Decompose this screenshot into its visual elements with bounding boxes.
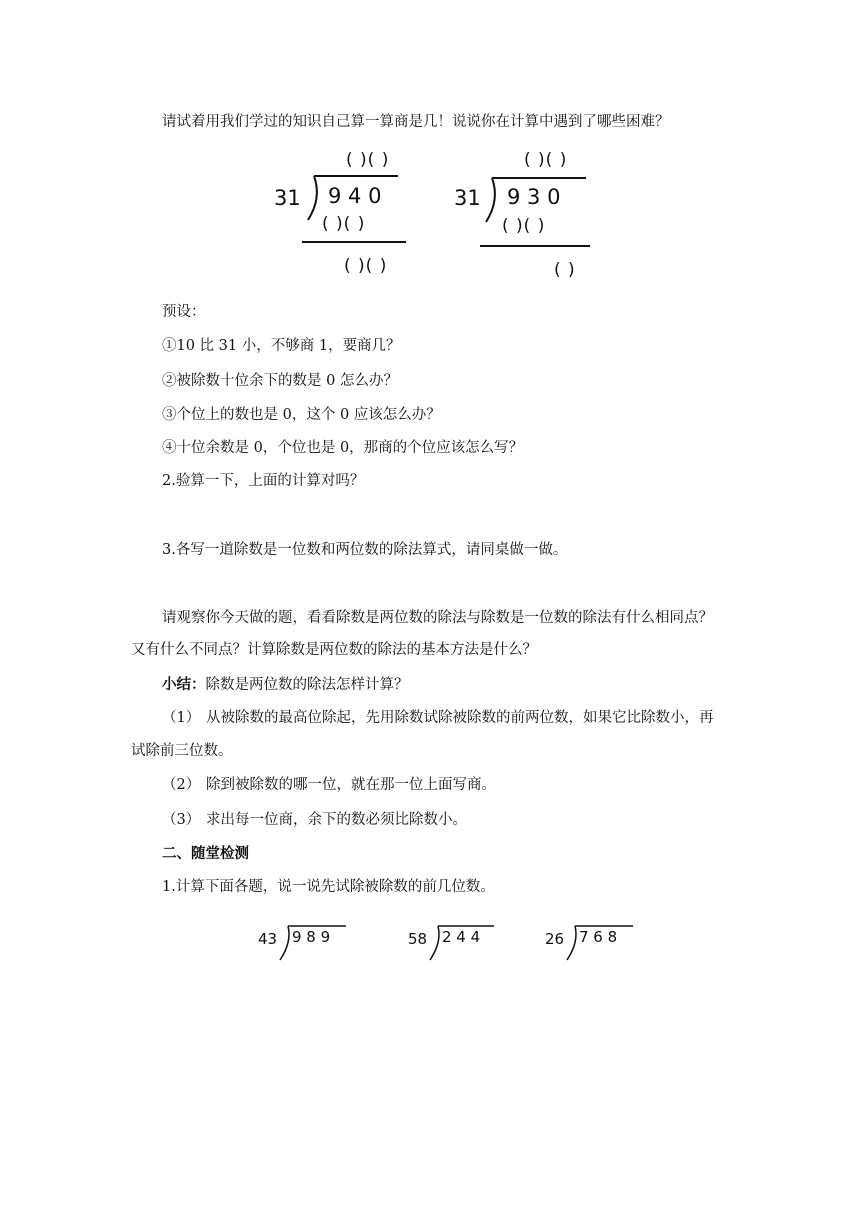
summary-line [162, 675, 409, 695]
division-bracket [450, 148, 600, 283]
remainder-blanks: ( ) [554, 260, 576, 280]
step-blanks: ( )( ) [322, 214, 366, 234]
divisor: 58 [408, 930, 428, 948]
dividend: 9 8 9 [292, 928, 331, 946]
summary-point-3 [162, 810, 467, 830]
divisor: 26 [545, 930, 565, 948]
summary-label: 小结： [162, 676, 206, 693]
dividend: 2 4 4 [442, 928, 481, 946]
point-text: 求出每一位商，余下的数必须比除数小。 [206, 812, 467, 828]
long-division-2 [450, 148, 600, 283]
division-bracket [545, 922, 645, 966]
division-bracket [258, 922, 358, 966]
point-text: 除到被除数的哪一位，就在那一位上面写商。 [206, 777, 496, 793]
divisor: 43 [258, 930, 278, 948]
point-number: （1） [162, 710, 201, 726]
section-2-title: 二、随堂检测 [162, 845, 249, 862]
summary-point-2 [162, 775, 496, 795]
point-number: （3） [162, 812, 201, 828]
dividend: 9 3 0 [507, 185, 561, 209]
preset-1: ①10 比 31 小，不够商 1，要商几？ [162, 338, 401, 354]
preset-3: ③个位上的数也是 0，这个 0 应该怎么办？ [162, 407, 441, 423]
observe-line-2: 又有什么不同点？计算除数是两位数的除法的基本方法是什么？ [131, 642, 537, 658]
point-text: 从被除数的最高位除起，先用除数试除被除数的前两位数，如果它比除数小，再 [206, 710, 714, 726]
dividend: 7 6 8 [579, 928, 618, 946]
quotient-blanks: ( )( ) [346, 150, 390, 170]
exercise-2 [408, 922, 508, 966]
point-number: （2） [162, 777, 201, 793]
item-2: 2.验算一下，上面的计算对吗？ [162, 473, 365, 489]
observe-line-1: 请观察你今天做的题，看看除数是两位数的除法与除数是一位数的除法有什么相同点？ [162, 610, 713, 626]
summary-question: 除数是两位数的除法怎样计算？ [205, 677, 409, 693]
preset-title: 预设： [162, 304, 206, 320]
preset-4: ④十位余数是 0，个位也是 0，那商的个位应该怎么写？ [162, 440, 524, 456]
item-3: 3.各写一道除数是一位数和两位数的除法算式，请同桌做一做。 [162, 542, 568, 558]
division-bracket [270, 148, 420, 283]
preset-2: ②被除数十位余下的数是 0 怎么办？ [162, 373, 398, 389]
exercise-1 [258, 922, 358, 966]
divisor: 31 [454, 186, 481, 210]
summary-point-1 [162, 708, 714, 728]
remainder-blanks: ( )( ) [344, 256, 388, 276]
intro-text: 请试着用我们学过的知识自己算一算商是几！说说你在计算中遇到了哪些困难？ [162, 114, 670, 130]
step-blanks: ( )( ) [502, 216, 546, 236]
dividend: 9 4 0 [328, 184, 382, 208]
divisor: 31 [274, 186, 301, 210]
quotient-blanks: ( )( ) [524, 150, 568, 170]
check-item-1: 1.计算下面各题，说一说先试除被除数的前几位数。 [162, 879, 495, 895]
division-bracket [408, 922, 508, 966]
summary-point-1-continued: 试除前三位数。 [131, 743, 233, 759]
long-division-1 [270, 148, 420, 283]
exercise-3 [545, 922, 645, 966]
